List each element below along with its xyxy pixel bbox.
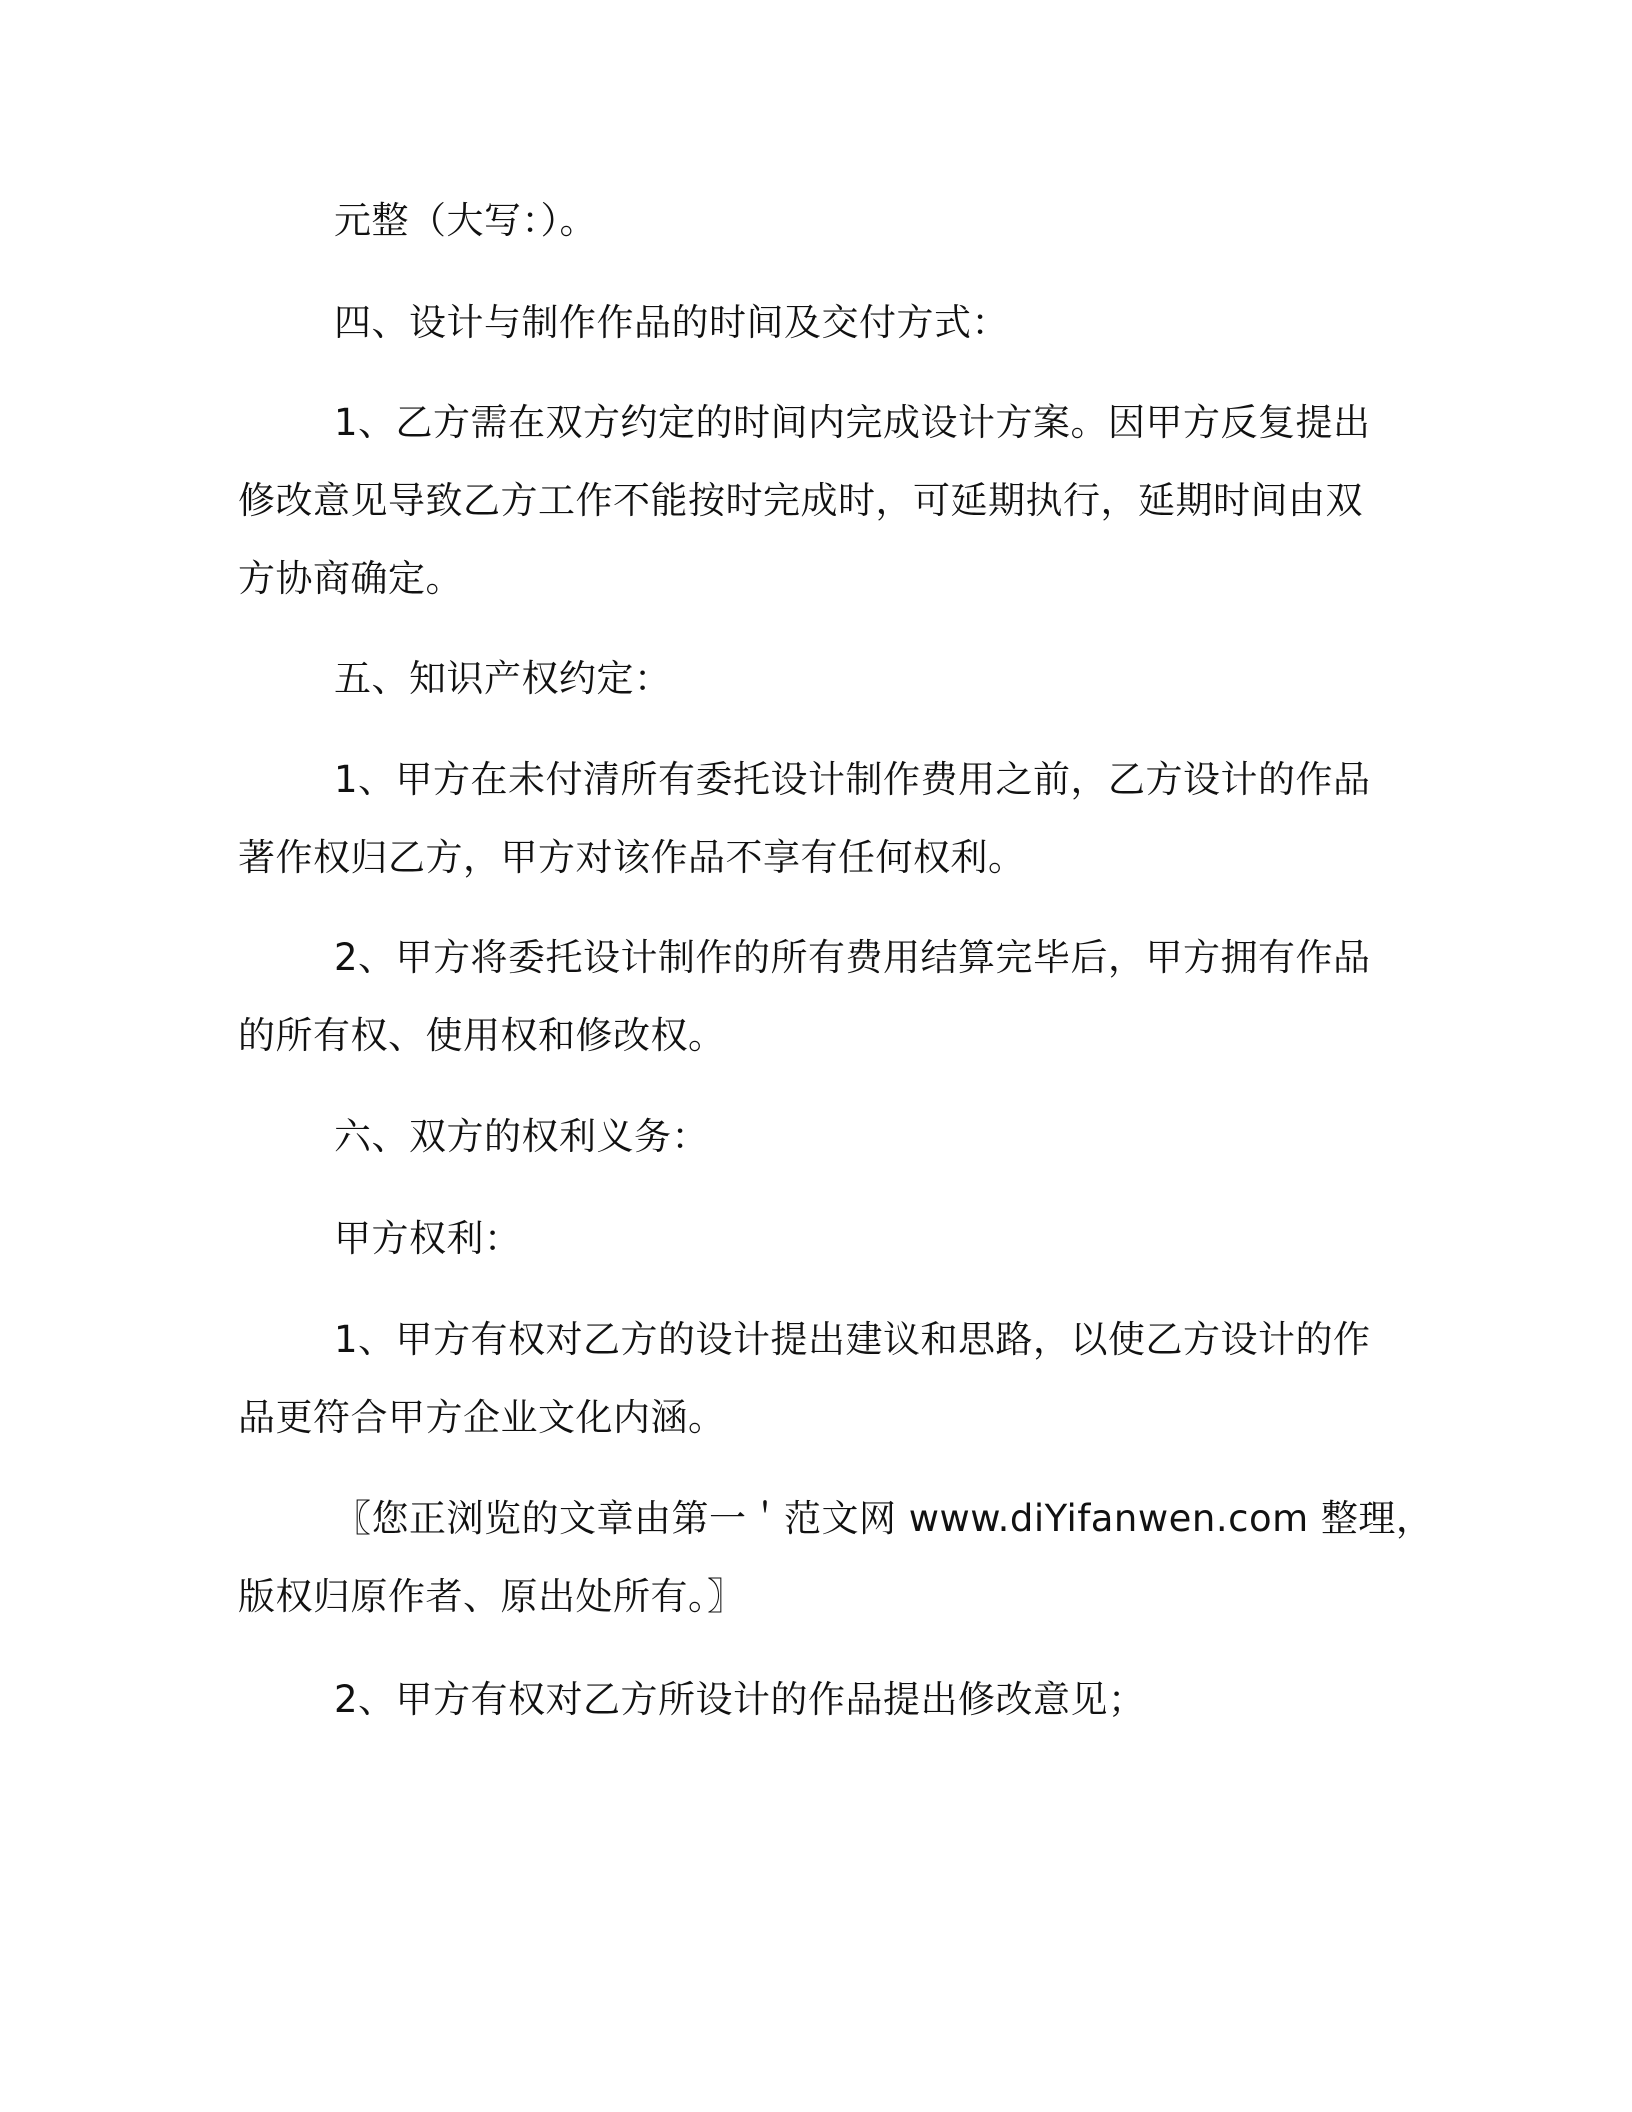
paragraph-ip-clause-2 [238, 919, 1398, 1075]
paragraph-line: 元整（大写：）。 [334, 199, 597, 242]
paragraph-line: 1、甲方有权对乙方的设计提出建议和思路，以使乙方设计的作 [334, 1318, 1371, 1361]
paragraph-line: 五、知识产权约定： [334, 657, 672, 700]
paragraph-line: 2、甲方有权对乙方所设计的作品提出修改意见； [334, 1678, 1146, 1721]
paragraph-delivery-clause-1 [238, 384, 1398, 618]
paragraph-line: 甲方权利： [334, 1217, 522, 1260]
source-notice [238, 1480, 1434, 1636]
paragraph-line: 版权归原作者、原出处所有。〗 [238, 1575, 745, 1618]
section-heading-ip [238, 640, 1398, 718]
paragraph-amount-uppercase [238, 182, 1398, 260]
paragraph-line: 四、设计与制作作品的时间及交付方式： [334, 301, 1009, 344]
paragraph-line: 著作权归乙方，甲方对该作品不享有任何权利。 [238, 836, 1026, 879]
paragraph-line: 的所有权、使用权和修改权。 [238, 1014, 726, 1057]
section-heading-delivery [238, 284, 1398, 362]
section-heading-rights [238, 1098, 1398, 1176]
paragraph-line: 1、乙方需在双方约定的时间内完成设计方案。因甲方反复提出 [334, 401, 1371, 444]
paragraph-line: 六、双方的权利义务： [334, 1115, 709, 1158]
paragraph-line: 1、甲方在未付清所有委托设计制作费用之前，乙方设计的作品 [334, 758, 1371, 801]
paragraph-line: 方协商确定。 [238, 557, 463, 600]
paragraph-rights-clause-1 [238, 1301, 1398, 1457]
paragraph-line: 2、甲方将委托设计制作的所有费用结算完毕后，甲方拥有作品 [334, 936, 1371, 979]
subheading-party-a-rights [238, 1200, 1398, 1278]
paragraph-line: 品更符合甲方企业文化内涵。 [238, 1396, 726, 1439]
paragraph-ip-clause-1 [238, 741, 1398, 897]
paragraph-rights-clause-2 [238, 1661, 1398, 1739]
paragraph-line: 〖您正浏览的文章由第一＇范文网 www.diYifanwen.com 整理， [334, 1497, 1434, 1540]
paragraph-line: 修改意见导致乙方工作不能按时完成时，可延期执行，延期时间由双 [238, 479, 1363, 522]
